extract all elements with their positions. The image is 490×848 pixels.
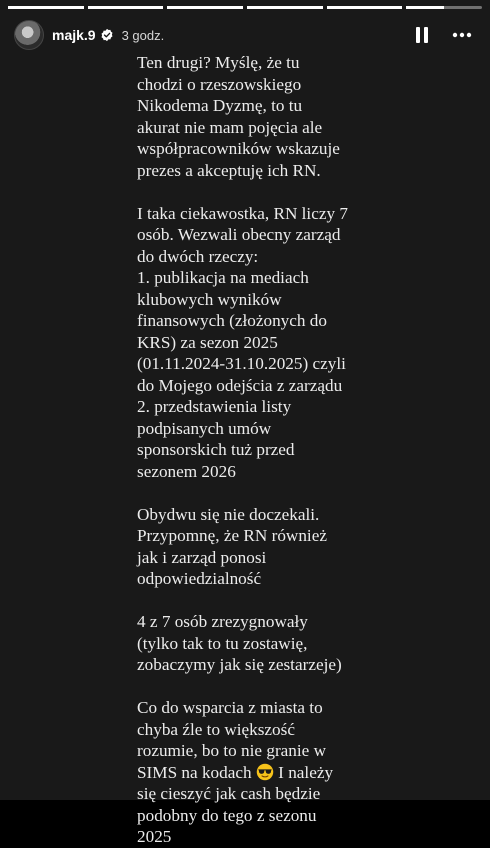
pause-icon [414,26,430,44]
text-line-with-emoji [137,762,477,784]
text-paragraph-3 [137,504,477,590]
more-options-icon [452,32,472,38]
text-line: odpowiedzialność [137,569,262,588]
progress-segment [167,6,243,9]
text-line: 2025 [137,827,172,846]
text-line: Przypomnę, że RN również [137,526,327,545]
text-fragment: SIMS na kodach [137,762,252,782]
text-line: 2. przedstawienia listy [137,397,292,416]
text-line: Ten drugi? Myślę, że tu [137,53,300,72]
more-options-button[interactable] [448,21,476,49]
text-line: chyba źle to większość [137,719,295,739]
story-header [14,18,476,52]
progress-segment-fill [88,6,164,9]
progress-segment-fill [406,6,444,9]
text-line: akurat nie mam pojęcia ale [137,117,323,137]
text-paragraph-4 [137,611,477,676]
progress-segment [247,6,323,9]
story-progress-bar [8,6,482,9]
progress-segment [8,6,84,9]
text-line: do dwóch rzeczy: [137,246,259,266]
text-line: prezes a akceptuję ich RN. [137,160,321,180]
text-paragraph-5 [137,697,477,848]
sunglasses-emoji-icon [256,763,274,781]
text-line: sponsorskich tuż przed [137,440,295,459]
text-line: finansowych (złożonych do [137,311,327,330]
text-line: chodzi o rzeszowskiego [137,74,302,94]
pause-button[interactable] [408,21,436,49]
time-ago: 3 godz. [121,27,165,43]
text-line: zobaczymy jak się zestarzeje) [137,655,342,674]
progress-segment-fill [8,6,84,9]
text-line: Obydwu się nie doczekali. [137,504,320,524]
text-line: sezonem 2026 [137,461,236,481]
text-line: rozumie, bo to nie granie w [137,741,327,760]
text-line: współpracowników wskazuje [137,139,340,158]
text-line: (tylko tak to tu zostawię, [137,633,308,653]
text-line: jak i zarząd ponosi [137,547,267,567]
story-text [137,52,477,848]
text-line: osób. Wezwali obecny zarząd [137,225,341,244]
text-paragraph-1 [137,52,477,181]
text-line: 4 z 7 osób zrezygnowały [137,612,308,631]
text-line: podpisanych umów [137,418,272,438]
progress-segment [88,6,164,9]
text-line: do Mojego odejścia z zarządu [137,375,343,395]
text-fragment: I należy [278,762,334,782]
text-line: (01.11.2024-31.10.2025) czyli [137,354,346,373]
verified-badge-icon [100,28,114,42]
text-line: Co do wsparcia z miasta to [137,698,323,717]
progress-segment-fill [167,6,243,9]
progress-segment [327,6,403,9]
text-line: się cieszyć jak cash będzie [137,784,321,803]
text-line: Nikodema Dyzmę, to tu [137,96,303,115]
progress-segment-fill [327,6,403,9]
progress-segment-fill [247,6,323,9]
progress-segment [406,6,482,9]
text-line: 1. publikacja na mediach [137,268,309,287]
text-line: klubowych wyników [137,289,282,309]
text-paragraph-2 [137,203,477,483]
text-line: KRS) za sezon 2025 [137,332,278,352]
text-line: podobny do tego z sezonu [137,805,317,825]
text-line: I taka ciekawostka, RN liczy 7 [137,203,348,223]
username[interactable]: majk.9 [52,27,96,43]
avatar[interactable] [14,20,44,50]
